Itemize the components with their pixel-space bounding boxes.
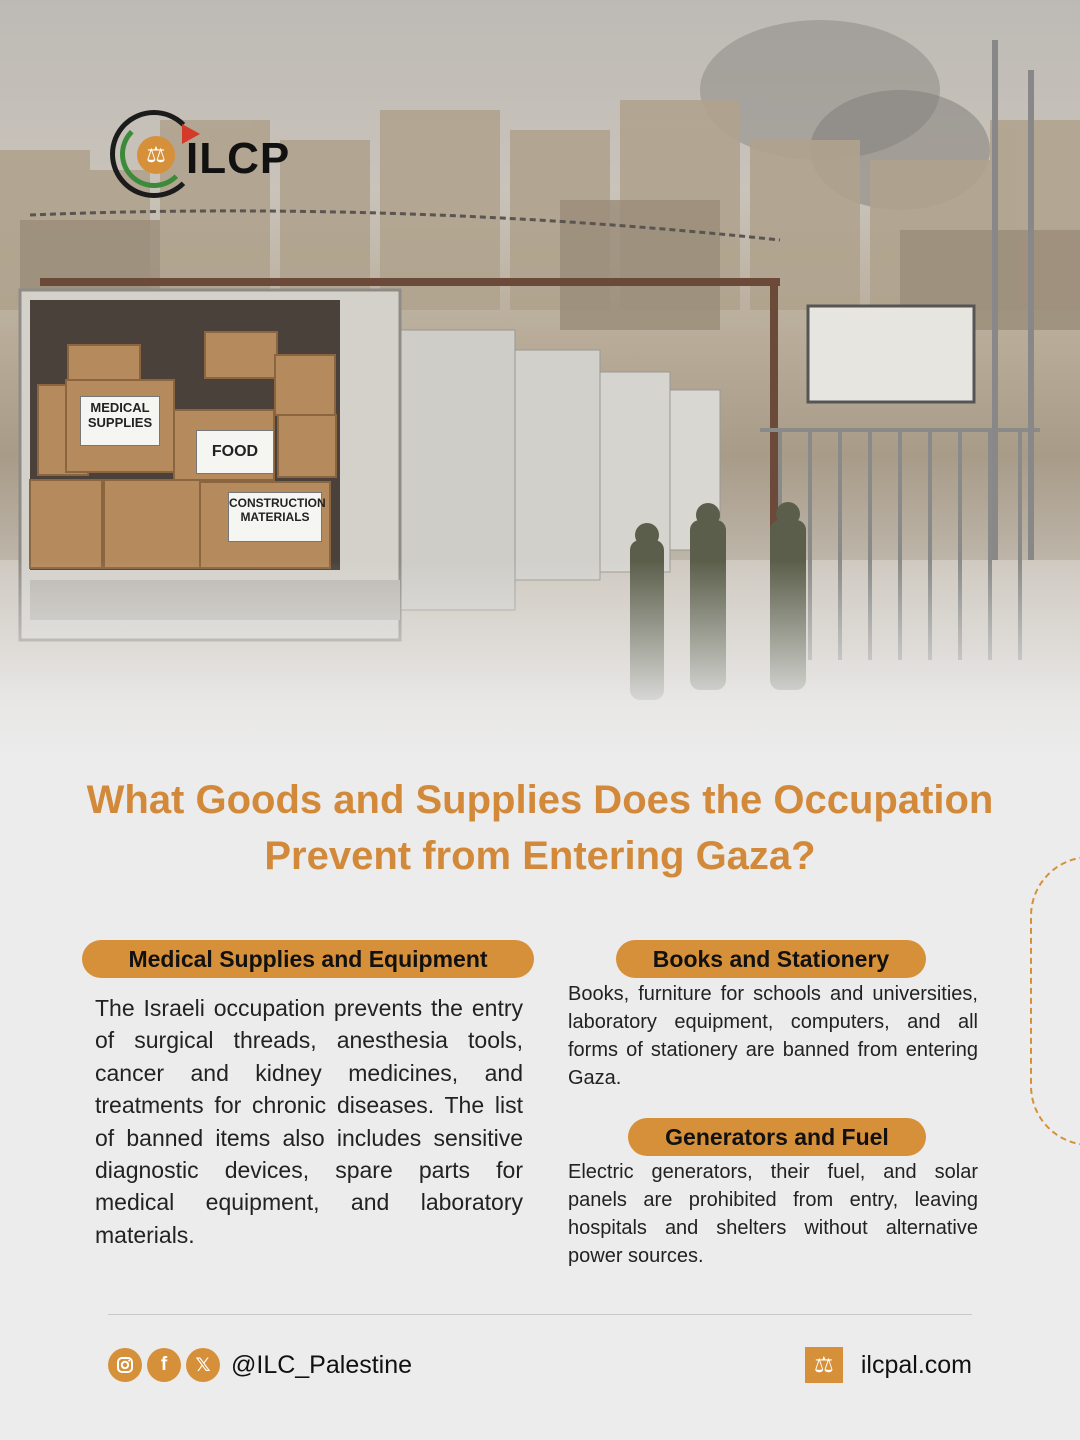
footer-divider <box>108 1314 972 1315</box>
social-links <box>108 1347 412 1383</box>
photo-fade <box>0 560 1080 760</box>
ilcp-logo <box>104 106 314 202</box>
scales-icon: ⚖ <box>805 1347 843 1383</box>
dashed-decoration <box>1030 856 1080 1146</box>
website-link[interactable] <box>805 1346 972 1384</box>
medical-section-body: The Israeli occupation prevents the entry of surgical threads, anesthesia tools, cancer and kidney medicines, and treatments for chronic diseases. The list of banned items also includes sensitive diagnostic devices, spare parts for medical equipment, and laboratory materials. <box>95 995 523 1248</box>
x-icon[interactable]: 𝕏 <box>186 1348 220 1382</box>
website-url[interactable]: ilcpal.com <box>860 1350 972 1379</box>
food-box-label: FOOD <box>196 430 274 474</box>
books-section-body: Books, furniture for schools and universities, laboratory equipment, computers, and all forms of stationery are banned from entering Gaza. <box>568 983 978 1089</box>
social-handle[interactable]: @ILC_Palestine <box>231 1350 413 1379</box>
facebook-icon[interactable]: f <box>147 1348 181 1382</box>
books-section-heading: Books and Stationery <box>616 940 926 978</box>
instagram-icon[interactable] <box>108 1348 142 1382</box>
construction-materials-box-label: CONSTRUCTION MATERIALS <box>228 492 322 542</box>
medical-supplies-box-label: MEDICAL SUPPLIES <box>80 396 160 446</box>
page-title: What Goods and Supplies Does the Occupation Prevent from Entering Gaza? <box>86 778 994 878</box>
logo-text: ILCP <box>186 134 291 183</box>
medical-section-heading: Medical Supplies and Equipment <box>82 940 534 978</box>
scales-icon: ⚖ <box>137 136 175 174</box>
generators-section-body: Electric generators, their fuel, and solar panels are prohibited from entry, leaving hospitals and shelters without alternative power sources. <box>568 1161 978 1267</box>
generators-section-heading: Generators and Fuel <box>628 1118 926 1156</box>
